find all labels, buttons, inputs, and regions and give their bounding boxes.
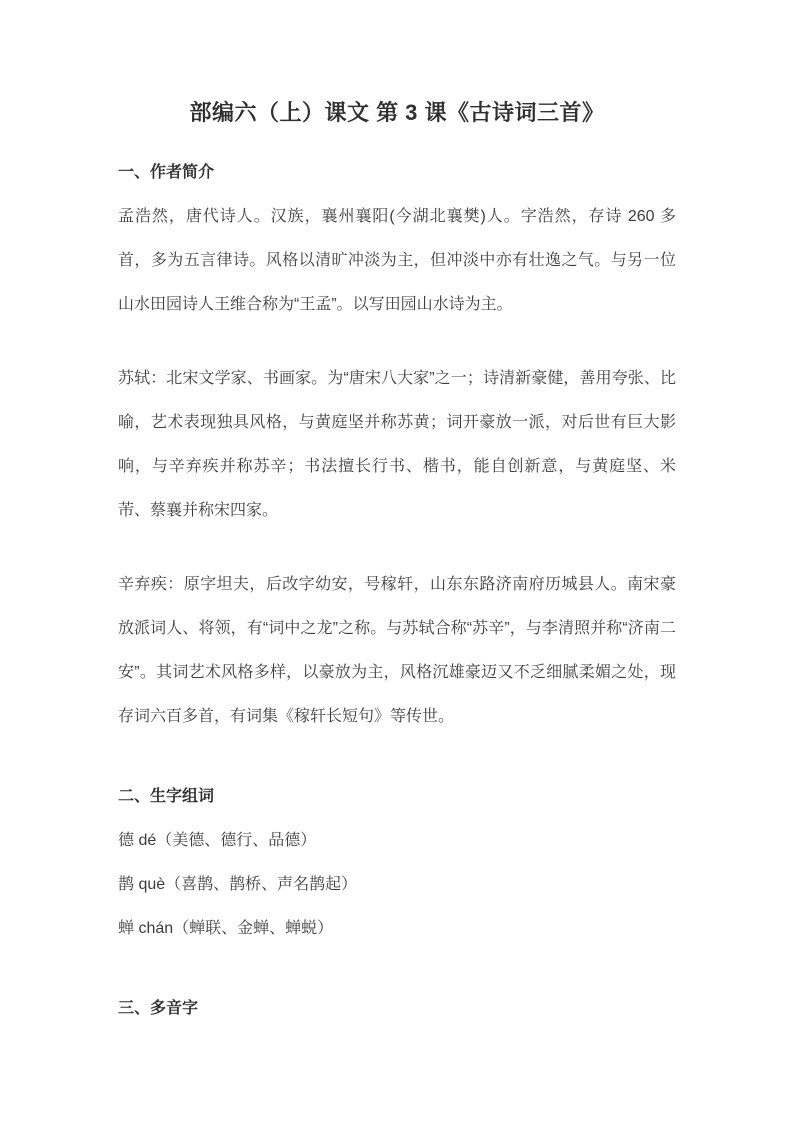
- word-entry-chan: 蝉 chán（蝉联、金蝉、蝉蜕）: [118, 920, 334, 937]
- paragraph-su-shi: 苏轼：北宋文学家、书画家。为“唐宋八大家”之一；诗清新豪健，善用夸张、比喻，艺术表现独具风格，与黄庭坚并称苏黄；词开豪放一派，对后世有巨大影响，与辛弃疾并称苏辛；书法擅长行书、楷书，能自创新意，与黄庭坚、米芾、蔡襄并称宋四家。: [118, 370, 676, 519]
- section-heading-author-intro: 一、作者简介: [118, 164, 215, 181]
- word-entry-de: 德 dé（美德、德行、品德）: [118, 832, 317, 849]
- page-title: 部编六（上）课文 第 3 课《古诗词三首》: [189, 100, 605, 125]
- section-new-words: [118, 775, 676, 951]
- section-heading-polyphonic-characters: 三、多音字: [118, 1000, 199, 1017]
- section-polyphonic-characters: [118, 987, 676, 1031]
- paragraph-xin-qiji: 辛弃疾：原字坦夫，后改字幼安，号稼轩，山东东路济南府历城县人。南宋豪放派词人、将领，有“词中之龙”之称。与苏轼合称“苏辛”，与李清照并称“济南二安”。其词艺术风格多样，以豪放为主，风格沉雄豪迈又不乏细腻柔媚之处，现存词六百多首，有词集《稼轩长短句》等传世。: [118, 576, 676, 725]
- paragraph-meng-haoran: 孟浩然，唐代诗人。汉族，襄州襄阳(今湖北襄樊)人。字浩然，存诗 260 多首，多为五言律诗。风格以清旷冲淡为主，但冲淡中亦有壮逸之气。与另一位山水田园诗人王维合称为“王孟”。以写田园山水诗为主。: [118, 208, 676, 313]
- section-author-intro: [118, 151, 676, 739]
- word-entry-que: 鹊 què（喜鹊、鹊桥、声名鹊起）: [118, 876, 358, 893]
- section-heading-new-words: 二、生字组词: [118, 788, 215, 805]
